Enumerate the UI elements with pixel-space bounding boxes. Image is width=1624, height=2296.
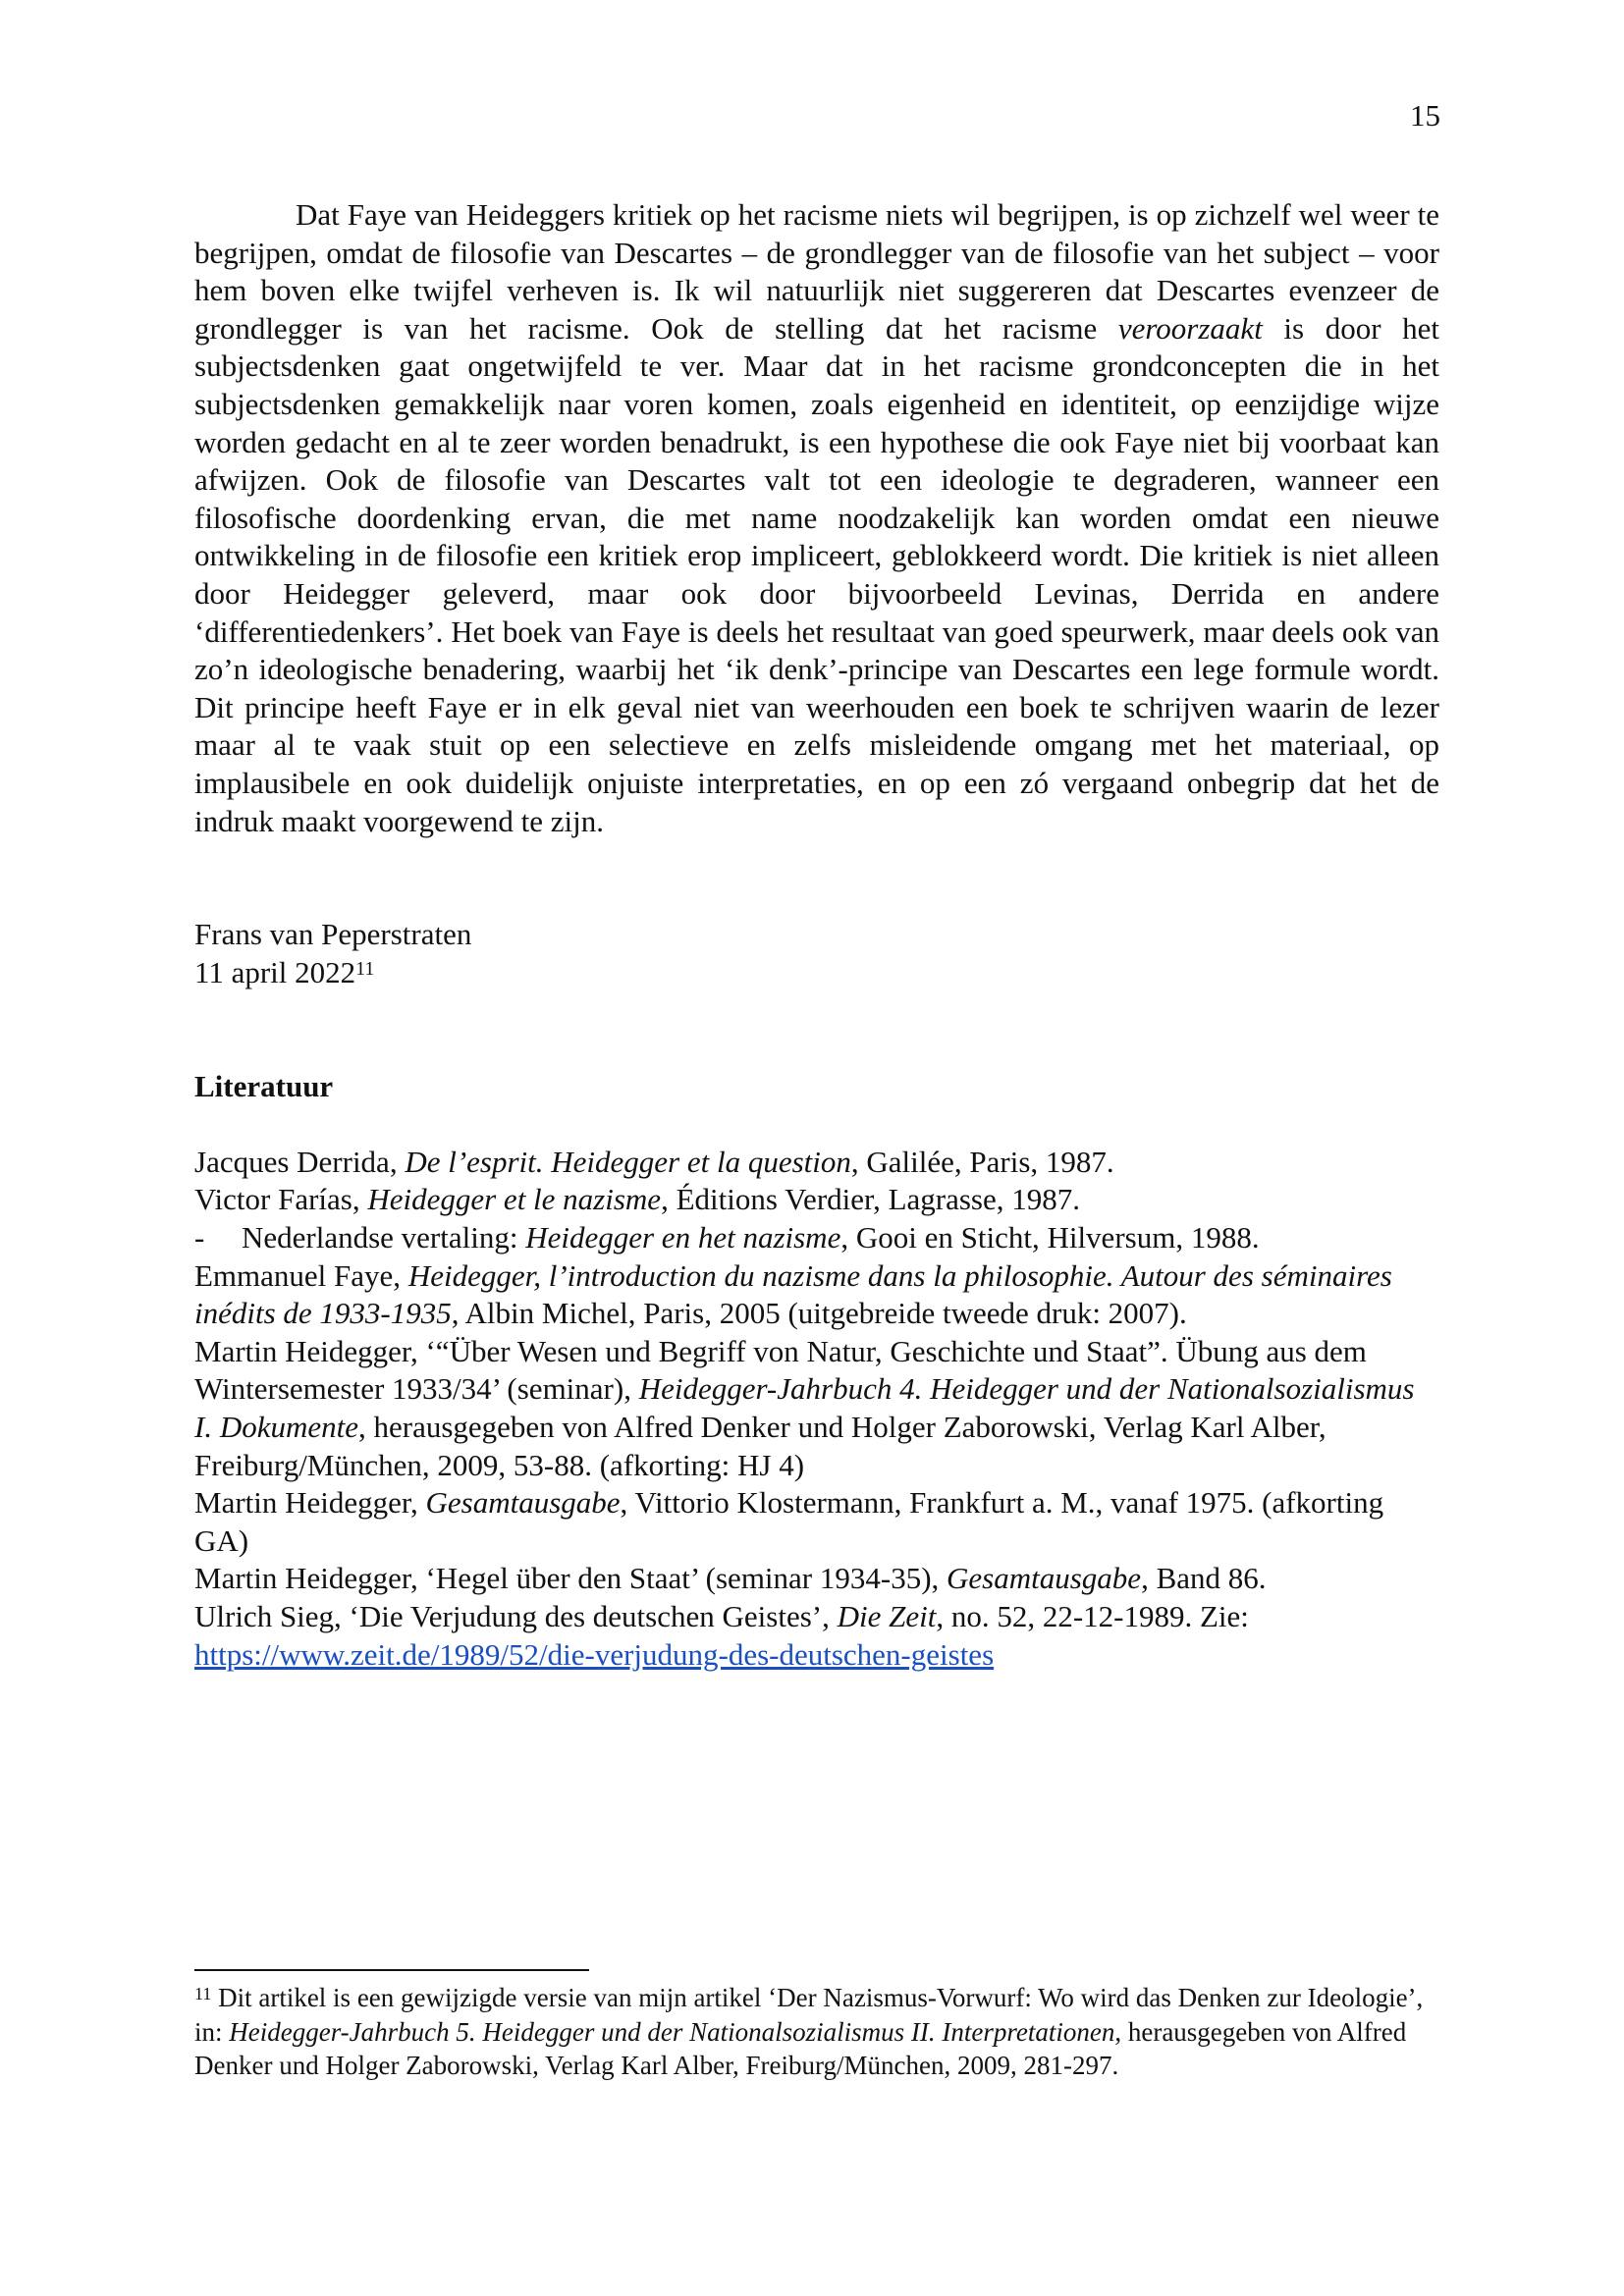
- body-paragraph: [194, 196, 1439, 840]
- text-run: , herausgegeben von Alfred Denker und Holger Zaborowski, Verlag Karl Alber, Freiburg/München, 2009, 53-88. (afkorting: HJ 4): [194, 1410, 1326, 1482]
- literature-entry: [194, 1219, 1439, 1257]
- italic-text: Heidegger, l’introduction du nazisme dans la philosophie. Autour des séminaires inédits de 1933-1935: [194, 1257, 1392, 1331]
- page-content: [194, 196, 1439, 1674]
- author-name: Frans van Peperstraten: [194, 917, 472, 952]
- italic-text: De l’esprit. Heidegger et la question: [405, 1144, 851, 1179]
- italic-text: Die Zeit: [837, 1599, 937, 1633]
- text-run: Jacques Derrida,: [194, 1144, 406, 1179]
- literature-entry: [194, 1257, 1439, 1333]
- literature-entry: [194, 1598, 1439, 1674]
- date: 11 april 2022: [194, 954, 356, 989]
- literature-list: [194, 1144, 1439, 1674]
- italic-text: Heidegger-Jahrbuch 5. Heidegger und der Nationalsozialismus II. Interpretationen: [229, 2016, 1115, 2047]
- italic-text: Gesamtausgabe: [425, 1485, 621, 1521]
- literature-heading: Literatuur: [194, 1069, 334, 1104]
- literature-entry: [194, 1144, 1439, 1182]
- footnote: [194, 1981, 1439, 2083]
- italic-text: Gesamtausgabe: [947, 1561, 1142, 1596]
- footnote-number: 11: [194, 1984, 212, 2003]
- page-number: 15: [1410, 98, 1440, 133]
- text-run: Martin Heidegger,: [194, 1485, 426, 1521]
- footnote-divider: [194, 1969, 589, 1971]
- italic-text: veroorzaakt: [1117, 310, 1263, 346]
- text-run: Emmanuel Faye,: [194, 1257, 408, 1293]
- date-line: [194, 954, 1439, 992]
- text-run: Dat Faye van Heideggers kritiek op het racisme niets wil begrijpen, is op zichzelf wel weer te begrijpen, omdat de filosofie van Descartes – de grondlegger van de filosofie van het subject – voor hem boven elke twijfel verheven is. Ik wil natuurlijk niet suggereren dat Descartes evenzeer de grondlegger is van het racisme. Ook de stelling dat het racisme: [194, 197, 1439, 346]
- signature: [194, 916, 1439, 991]
- text-run: Martin Heidegger, ‘“Über Wesen und Begriff von Natur, Geschichte und Staat”. Übung aus dem Wintersemester 1933/34’ (seminar),: [194, 1333, 1367, 1407]
- footnote-reference[interactable]: 11: [355, 957, 375, 980]
- italic-text: Heidegger et le nazisme: [367, 1182, 662, 1217]
- text-run: , Gooi en Sticht, Hilversum, 1988.: [840, 1220, 1260, 1255]
- text-run: Victor Farías,: [194, 1182, 368, 1217]
- text-run: Ulrich Sieg, ‘Die Verjudung des deutschen Geistes’,: [194, 1599, 838, 1633]
- italic-text: Heidegger-Jahrbuch 4. Heidegger und der Nationalsozialismus I. Dokumente: [194, 1371, 1415, 1445]
- text-run: , no. 52, 22-12-1989. Zie:: [936, 1599, 1249, 1633]
- text-run: , herausgegeben von Alfred Denker und Holger Zaborowski, Verlag Karl Alber, Freiburg/München, 2009, 281-297.: [194, 2016, 1407, 2080]
- text-run: , Vittorio Klostermann, Frankfurt a. M., vanaf 1975. (afkorting GA): [194, 1485, 1384, 1558]
- text-run: is door het subjectsdenken gaat ongetwijfeld te ver. Maar dat in het racisme grondconcepten die in het subjectsdenken gemakkelijk naar voren komen, zoals eigenheid en identiteit, op eenzijdige wijze worden gedacht en al te zeer worden benadrukt, is een hypothese die ook Faye niet bij voorbaat kan afwijzen. Ook de filosofie van Descartes valt tot een ideologie te degraderen, wanneer een filosofische doordenking ervan, die met name noodzakelijk kan worden omdat een nieuwe ontwikkeling in de filosofie een kritiek erop impliceert, geblokkeerd wordt. Die kritiek is niet alleen door Heidegger geleverd, maar ook door bijvoorbeeld Levinas, Derrida en andere ‘differentiedenkers’. Het boek van Faye is deels het resultaat van goed speurwerk, maar deels ook van zo’n ideologische benadering, waarbij het ‘ik denk’-principe van Descartes een lege formule wordt. Dit principe heeft Faye er in elk geval niet van weerhouden een boek te schrijven waarin de lezer maar al te vaak stuit op een selectieve en zelfs misleidende omgang met het materiaal, op implausibele en ook duidelijk onjuiste interpretaties, en op een zó vergaand onbegrip dat het de indruk maakt voorgewend te zijn.: [194, 310, 1439, 838]
- literature-entry: [194, 1560, 1439, 1598]
- text-run: Nederlandse vertaling:: [242, 1220, 526, 1255]
- text-run: , Galilée, Paris, 1987.: [850, 1144, 1114, 1179]
- text-run: , Albin Michel, Paris, 2005 (uitgebreide tweede druk: 2007).: [451, 1296, 1187, 1331]
- text-run: Martin Heidegger, ‘Hegel über den Staat’ (seminar 1934-35),: [194, 1561, 947, 1596]
- text-run: , Éditions Verdier, Lagrasse, 1987.: [661, 1182, 1081, 1217]
- list-dash: -: [194, 1220, 205, 1255]
- text-run: Dit artikel is een gewijzigde versie van mijn artikel ‘Der Nazismus-Vorwurf: Wo wird das Denken zur Ideologie’, in:: [194, 1983, 1424, 2047]
- text-run: , Band 86.: [1141, 1561, 1267, 1596]
- literature-entry: [194, 1181, 1439, 1219]
- literature-entry: [194, 1333, 1439, 1484]
- literature-entry: [194, 1484, 1439, 1560]
- italic-text: Heidegger en het nazisme: [525, 1220, 841, 1255]
- reference-link[interactable]: https://www.zeit.de/1989/52/die-verjudung-des-deutschen-geistes: [194, 1636, 995, 1672]
